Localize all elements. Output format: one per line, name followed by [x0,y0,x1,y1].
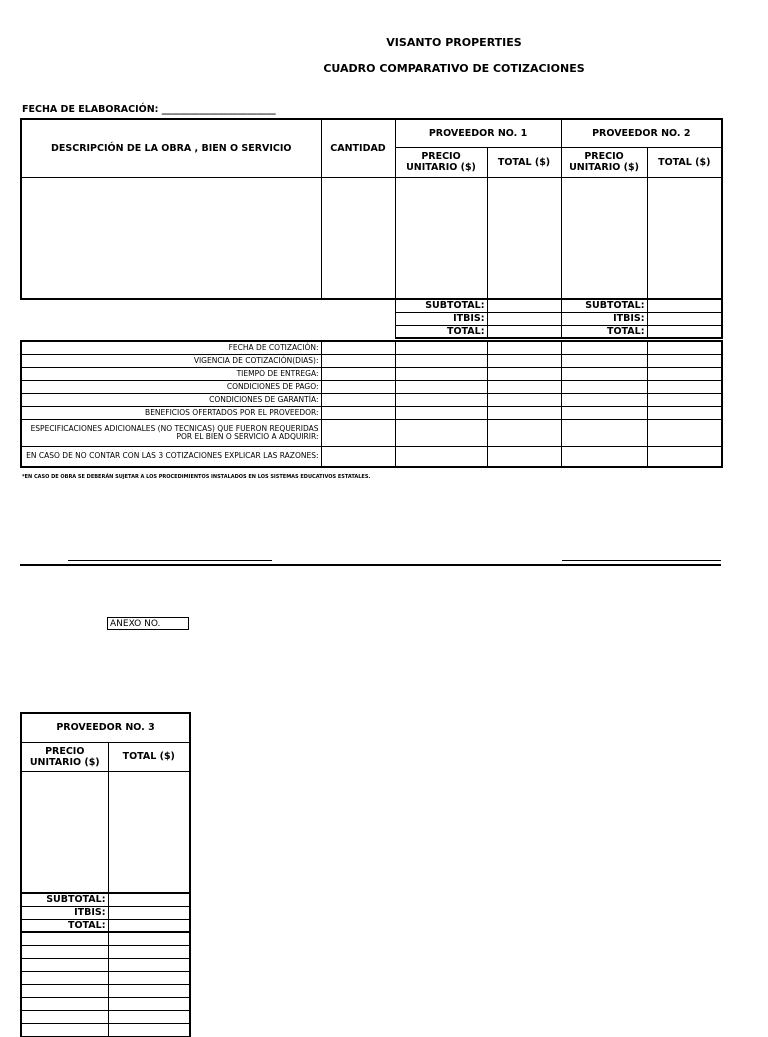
p3-criteria-cell[interactable] [108,997,190,1010]
p3-total-header: TOTAL ($) [108,742,190,771]
criteria-value-cell[interactable] [395,393,487,406]
criteria-value-cell[interactable] [647,341,722,354]
p2-total-cell[interactable] [647,177,722,299]
p3-criteria-cell[interactable] [21,1023,108,1036]
criteria-label: ESPECIFICACIONES ADICIONALES (NO TECNICAS) QUE FUERON REQUERIDAS POR EL BIEN O SERVICIO A ADQUIRIR: [21,419,321,446]
p3-total-label: TOTAL: [21,919,108,932]
p3-itbis-label: ITBIS: [21,906,108,919]
proveedor1-header: PROVEEDOR NO. 1 [395,119,561,147]
criteria-row [21,341,722,354]
p1-subtotal-value[interactable] [487,299,561,312]
criteria-value-cell[interactable] [647,354,722,367]
criteria-label: VIGENCIA DE COTIZACIÓN(DIAS): [21,354,321,367]
p1-total-value[interactable] [487,325,561,338]
criteria-value-cell[interactable] [321,419,395,446]
criteria-label: TIEMPO DE ENTREGA: [21,367,321,380]
descripcion-cell[interactable] [21,177,321,299]
p3-total-value[interactable] [108,919,190,932]
criteria-table [20,340,723,468]
criteria-row [21,419,722,446]
criteria-value-cell[interactable] [561,380,647,393]
criteria-value-cell[interactable] [321,446,395,467]
p3-criteria-cell[interactable] [21,984,108,997]
p1-total-cell[interactable] [487,177,561,299]
criteria-value-cell[interactable] [395,380,487,393]
criteria-label: EN CASO DE NO CONTAR CON LAS 3 COTIZACIONES EXPLICAR LAS RAZONES: [21,446,321,467]
criteria-label: CONDICIONES DE PAGO: [21,380,321,393]
p3-criteria-row [21,997,190,1010]
p3-criteria-cell[interactable] [21,958,108,971]
descripcion-header: DESCRIPCIÓN DE LA OBRA , BIEN O SERVICIO [21,119,321,177]
p1-itbis-label: ITBIS: [395,312,487,325]
criteria-value-cell[interactable] [395,367,487,380]
criteria-value-cell[interactable] [395,419,487,446]
criteria-value-cell[interactable] [561,406,647,419]
criteria-value-cell[interactable] [321,354,395,367]
p3-criteria-cell[interactable] [108,1010,190,1023]
criteria-value-cell[interactable] [487,354,561,367]
anexo-box[interactable]: ANEXO NO. [107,617,189,630]
criteria-label: CONDICIONES DE GARANTÍA: [21,393,321,406]
cantidad-cell[interactable] [321,177,395,299]
criteria-value-cell[interactable] [395,406,487,419]
p3-precio-cell[interactable] [21,771,108,893]
criteria-row [21,380,722,393]
criteria-value-cell[interactable] [487,446,561,467]
criteria-value-cell[interactable] [561,354,647,367]
separator-line [20,564,721,566]
p2-total-value[interactable] [647,325,722,338]
p2-itbis-label: ITBIS: [561,312,647,325]
p3-criteria-cell[interactable] [21,1010,108,1023]
p3-criteria-row [21,1010,190,1023]
criteria-value-cell[interactable] [487,367,561,380]
p2-precio-cell[interactable] [561,177,647,299]
criteria-value-cell[interactable] [647,380,722,393]
criteria-value-cell[interactable] [395,446,487,467]
footnote: *EN CASO DE OBRA SE DEBERÁN SUJETAR A LOS PROCEDIMIENTOS INSTALADOS EN LOS SISTEMAS EDUCATIVOS ESTATALES. [22,474,371,480]
main-comparison-table [20,118,723,339]
p3-criteria-cell[interactable] [108,1023,190,1036]
document-subtitle: CUADRO COMPARATIVO DE COTIZACIONES [323,62,585,75]
criteria-value-cell[interactable] [487,419,561,446]
criteria-value-cell[interactable] [561,446,647,467]
p3-criteria-cell[interactable] [21,997,108,1010]
total-row [21,325,722,338]
p3-precio-header: PRECIO UNITARIO ($) [21,742,108,771]
criteria-value-cell[interactable] [561,367,647,380]
p1-precio-header: PRECIO UNITARIO ($) [395,147,487,177]
criteria-label: BENEFICIOS OFERTADOS POR EL PROVEEDOR: [21,406,321,419]
p1-total-header: TOTAL ($) [487,147,561,177]
proveedor2-header: PROVEEDOR NO. 2 [561,119,722,147]
criteria-value-cell[interactable] [395,341,487,354]
p3-criteria-cell[interactable] [108,945,190,958]
p2-itbis-value[interactable] [647,312,722,325]
p3-criteria-cell[interactable] [21,971,108,984]
p3-total-cell[interactable] [108,771,190,893]
p3-subtotal-value[interactable] [108,893,190,906]
criteria-value-cell[interactable] [561,341,647,354]
p3-criteria-row [21,984,190,997]
criteria-value-cell[interactable] [487,341,561,354]
p3-criteria-cell[interactable] [21,932,108,945]
criteria-value-cell[interactable] [321,406,395,419]
p1-total-label: TOTAL: [395,325,487,338]
fecha-elaboracion-label: FECHA DE ELABORACIÓN: ________________________ [22,104,276,115]
criteria-value-cell[interactable] [487,380,561,393]
proveedor3-header: PROVEEDOR NO. 3 [21,713,190,742]
criteria-value-cell[interactable] [647,393,722,406]
p1-subtotal-label: SUBTOTAL: [395,299,487,312]
criteria-value-cell[interactable] [321,341,395,354]
proveedor3-table [20,712,191,1037]
p1-precio-cell[interactable] [395,177,487,299]
criteria-row [21,367,722,380]
criteria-value-cell[interactable] [561,419,647,446]
p2-subtotal-value[interactable] [647,299,722,312]
p3-criteria-row [21,945,190,958]
signature-line-right [562,560,721,561]
criteria-value-cell[interactable] [647,367,722,380]
criteria-value-cell[interactable] [647,446,722,467]
criteria-row [21,446,722,467]
p3-criteria-row [21,958,190,971]
criteria-value-cell[interactable] [487,393,561,406]
p3-criteria-cell[interactable] [108,958,190,971]
p3-criteria-row [21,1023,190,1036]
p3-criteria-cell[interactable] [108,971,190,984]
cantidad-header: CANTIDAD [321,119,395,177]
items-body-row [21,177,722,299]
criteria-label: FECHA DE COTIZACIÓN: [21,341,321,354]
signature-line-left [68,560,272,561]
p3-subtotal-label: SUBTOTAL: [21,893,108,906]
criteria-value-cell[interactable] [561,393,647,406]
criteria-value-cell[interactable] [647,419,722,446]
p2-total-header: TOTAL ($) [647,147,722,177]
p2-precio-header: PRECIO UNITARIO ($) [561,147,647,177]
criteria-row [21,354,722,367]
criteria-value-cell[interactable] [647,406,722,419]
p3-itbis-value[interactable] [108,906,190,919]
p3-criteria-row [21,971,190,984]
criteria-row [21,406,722,419]
p3-criteria-cell[interactable] [108,984,190,997]
itbis-row [21,312,722,325]
criteria-value-cell[interactable] [395,354,487,367]
p3-criteria-cell[interactable] [108,932,190,945]
p2-total-label: TOTAL: [561,325,647,338]
subtotal-row [21,299,722,312]
company-title: VISANTO PROPERTIES [386,36,522,49]
criteria-value-cell[interactable] [321,393,395,406]
p1-itbis-value[interactable] [487,312,561,325]
criteria-row [21,393,722,406]
criteria-value-cell[interactable] [321,380,395,393]
p2-subtotal-label: SUBTOTAL: [561,299,647,312]
p3-criteria-cell[interactable] [21,945,108,958]
criteria-value-cell[interactable] [321,367,395,380]
criteria-value-cell[interactable] [487,406,561,419]
p3-criteria-row [21,932,190,945]
